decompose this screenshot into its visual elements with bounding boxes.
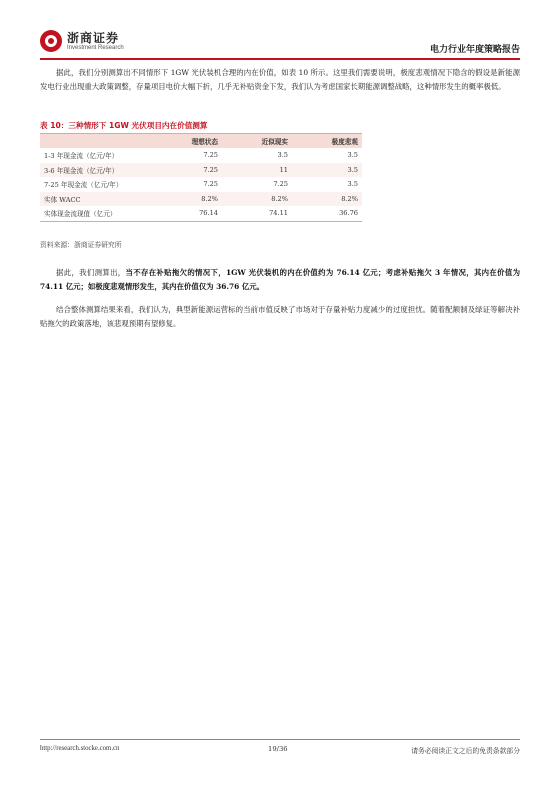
logo-text: 浙商证券 bbox=[67, 31, 120, 45]
row-label: 实体现金流现值（亿元） bbox=[40, 206, 152, 221]
table-cell: 8.2% bbox=[152, 192, 222, 207]
table-row bbox=[40, 192, 362, 207]
column-header: 近似现实 bbox=[222, 134, 292, 149]
table-cell: 8.2% bbox=[222, 192, 292, 207]
result-paragraph bbox=[40, 266, 520, 294]
result-highlight: 当不存在补贴拖欠的情况下，1GW 光伏装机的内在价值约为 76.14 亿元；考虑补贴拖欠 3 年情况，其内在价值为 74.11 亿元；如极度悲观情形发生，其内在价值仅为 36.76 亿元。 bbox=[40, 268, 520, 291]
footer-url-link[interactable]: http://research.stocke.com.cn bbox=[40, 745, 120, 752]
table-source: 资料来源：浙商证券研究所 bbox=[40, 241, 122, 249]
table-caption: 表 10：三种情形下 1GW 光伏项目内在价值测算 bbox=[40, 121, 208, 130]
page-header bbox=[40, 28, 520, 62]
column-header: 极度悲观 bbox=[292, 134, 362, 149]
conclusion-paragraph: 结合整体测算结果来看，我们认为，典型新能源运营标的当前市值反映了市场对于存量补贴力度减少的过度担忧。随着配额制及绿证等解决补贴拖欠的政策落地，该悲观预期有望修复。 bbox=[40, 305, 520, 328]
table-row bbox=[40, 206, 362, 221]
table-row bbox=[40, 163, 362, 178]
table-cell: 36.76 bbox=[292, 206, 362, 221]
table-row bbox=[40, 148, 362, 163]
table-cell: 11 bbox=[222, 163, 292, 178]
column-header bbox=[40, 134, 152, 149]
result-lead: 据此，我们测算出， bbox=[56, 268, 126, 277]
footer-disclaimer: 请务必阅读正文之后的免责条款部分 bbox=[411, 747, 520, 755]
report-title: 电力行业年度策略报告 bbox=[429, 45, 520, 55]
table-cell: 7.25 bbox=[152, 163, 222, 178]
column-header: 理想状态 bbox=[152, 134, 222, 149]
row-label: 1-3 年现金流（亿元/年） bbox=[44, 152, 119, 161]
row-label: 3-6 年现金流（亿元/年） bbox=[40, 163, 152, 178]
row-label: 7-25 年现金流（亿元/年） bbox=[44, 181, 123, 190]
table-cell: 8.2% bbox=[292, 192, 362, 207]
row-label: 实体 WACC bbox=[40, 192, 152, 207]
logo-subtext: Investment Research bbox=[67, 45, 124, 51]
table-cell: 76.14 bbox=[152, 206, 222, 221]
footer-divider bbox=[40, 739, 520, 740]
table-header-row bbox=[40, 134, 362, 149]
table-cell: 7.25 bbox=[203, 151, 218, 160]
table-cell: 3.5 bbox=[277, 151, 288, 160]
table-cell: 3.5 bbox=[347, 151, 358, 160]
table-cell: 7.25 bbox=[203, 180, 218, 189]
table-cell: 74.11 bbox=[222, 206, 292, 221]
table-cell: 3.5 bbox=[292, 163, 362, 178]
table-cell: 7.25 bbox=[273, 180, 288, 189]
table-row bbox=[40, 177, 362, 192]
zheshang-logo-icon bbox=[40, 30, 62, 52]
header-divider bbox=[40, 58, 520, 60]
valuation-table bbox=[40, 133, 362, 222]
page-number: 19/36 bbox=[268, 745, 288, 753]
intro-paragraph: 据此，我们分别测算出不同情形下 1GW 光伏装机合理的内在价值，如表 10 所示。这里我们需要说明，极度悲观情况下隐含的假设是新能源发电行业出现重大政策调整，存量项目电价大幅下折，几乎无补贴资金下发，我们认为考虑国家长期能源调整战略，这种情形发生的概率极低。 bbox=[40, 68, 520, 91]
table-cell: 3.5 bbox=[347, 180, 358, 189]
